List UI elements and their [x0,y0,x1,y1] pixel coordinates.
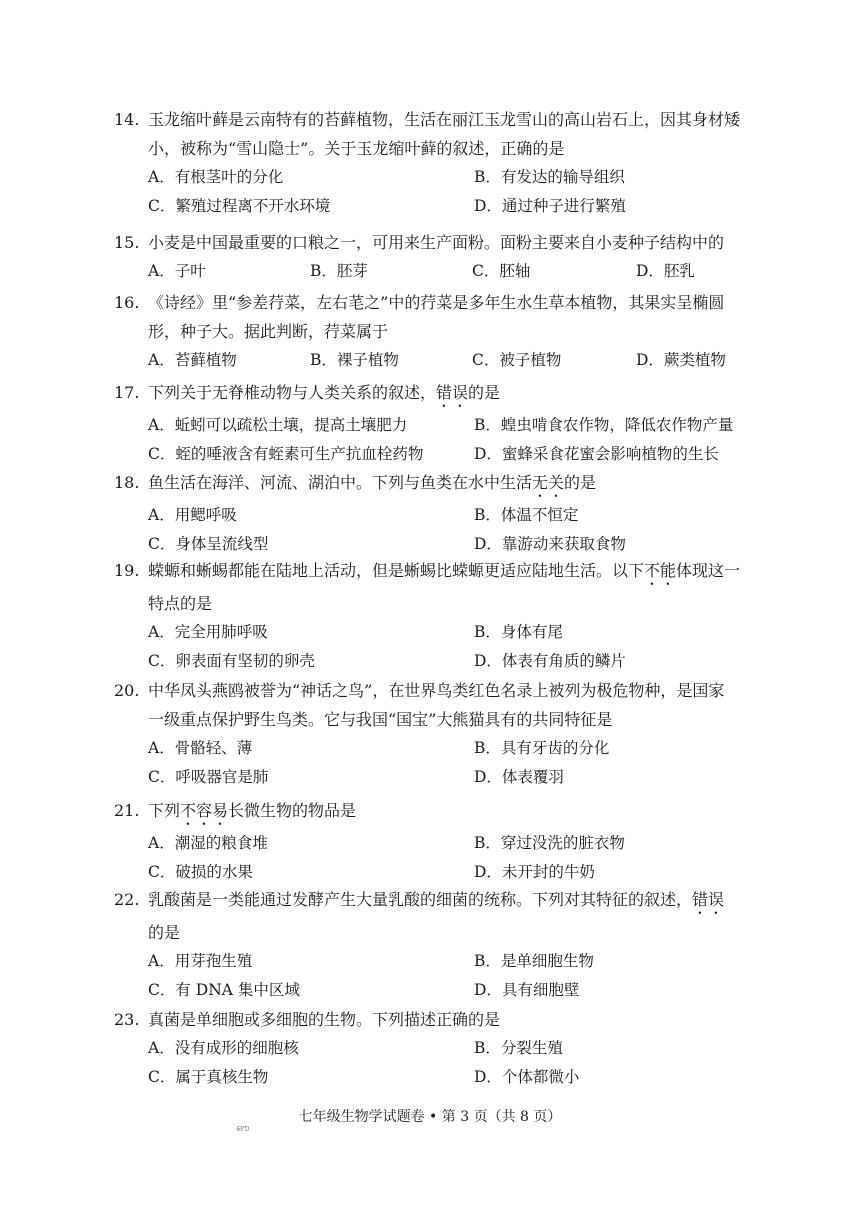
option-d[interactable]: D．通过种子进行繁殖 [474,197,626,215]
option-a[interactable]: A．骨骼轻、薄 [148,739,253,757]
option-c[interactable]: C．有 DNA 集中区域 [148,981,300,999]
option-d[interactable]: D．蜜蜂采食花蜜会影响植物的生长 [474,445,719,463]
question-number: 15. [114,233,140,252]
page-footer: 七年级生物学试题卷 • 第 3 页（共 8 页） [298,1109,562,1125]
option-a[interactable]: A．有根茎叶的分化 [148,168,284,186]
option-d[interactable]: D．个体都微小 [474,1068,580,1086]
question-number: 20. [114,681,140,700]
question-18 [114,468,754,559]
options-row [114,501,754,530]
option-a[interactable]: A．完全用肺呼吸 [148,623,268,641]
question-19 [114,556,754,676]
question-text-continued: 形，种子大。据此判断，荇菜属于 [148,322,389,341]
option-a[interactable]: A．蚯蚓可以疏松土壤，提高土壤肥力 [148,416,408,434]
scribble-mark: ഔ [236,1124,250,1134]
option-b[interactable]: B．胚芽 [310,262,368,280]
option-b[interactable]: B．穿过没洗的脏衣物 [474,834,625,852]
question-16 [114,288,754,375]
options-row [114,858,754,887]
question-number: 21. [114,801,140,820]
option-a[interactable]: A．子叶 [148,262,206,280]
question-text: 下列 [148,801,181,820]
options-row [114,947,754,976]
option-c[interactable]: C．卵表面有坚韧的卵壳 [148,652,315,670]
question-20 [114,676,754,792]
option-b[interactable]: B．蝗虫啃食农作物，降低农作物产量 [474,416,734,434]
question-number: 18. [114,473,140,492]
option-d[interactable]: D．未开封的牛奶 [474,863,595,881]
option-b[interactable]: B．有发达的输导组织 [474,168,625,186]
question-text: 玉龙缩叶藓是云南特有的苔藓植物，生活在丽江玉龙雪山的高山岩石上，因其身材矮 [148,110,741,129]
options-row [114,411,754,440]
question-text: 长微生物的物品是 [228,801,357,820]
options-row [114,346,754,375]
question-15 [114,228,754,286]
option-b[interactable]: B．裸子植物 [310,351,399,369]
question-14 [114,105,754,221]
option-b[interactable]: B．具有牙齿的分化 [474,739,610,757]
question-number: 22. [114,890,140,909]
question-number: 17. [114,383,140,402]
question-text: 乳酸菌是一类能通过发酵产生大量乳酸的细菌的统称。下列对其特征的叙述， [148,890,693,909]
question-number: 14. [114,110,140,129]
options-row [114,1063,754,1092]
emphasis-text: 不能 [644,561,677,580]
option-c[interactable]: C．身体呈流线型 [148,535,269,553]
option-a[interactable]: A．潮湿的粮食堆 [148,834,268,852]
options-row [114,976,754,1005]
question-17 [114,378,754,469]
option-c[interactable]: C．破损的水果 [148,863,253,881]
options-row [114,192,754,221]
option-d[interactable]: D．蕨类植物 [636,351,726,369]
question-number: 16. [114,293,140,312]
option-d[interactable]: D．体表覆羽 [474,768,564,786]
option-b[interactable]: B．是单细胞生物 [474,952,594,970]
options-row [114,734,754,763]
question-text: 的是 [564,473,597,492]
option-d[interactable]: D．体表有角质的鳞片 [474,652,626,670]
question-text-continued: 特点的是 [148,594,213,613]
option-b[interactable]: B．分裂生殖 [474,1039,563,1057]
question-text: 的是 [468,383,501,402]
options-row [114,1034,754,1063]
question-number: 23. [114,1010,140,1029]
emphasis-text: 错误 [692,890,725,909]
option-d[interactable]: D．具有细胞壁 [474,981,580,999]
question-text-continued: 一级重点保护野生鸟类。它与我国“国宝”大熊猫具有的共同特征是 [148,710,613,729]
option-d[interactable]: D．靠游动来获取食物 [474,535,626,553]
option-a[interactable]: A．没有成形的细胞核 [148,1039,299,1057]
option-d[interactable]: D．胚乳 [636,262,695,280]
emphasis-text: 错误 [436,383,469,402]
question-text: 下列关于无脊椎动物与人类关系的叙述， [148,383,437,402]
options-row [114,530,754,559]
question-23 [114,1005,754,1092]
options-row [114,618,754,647]
question-text-continued: 的是 [148,923,181,942]
option-c[interactable]: C．属于真核生物 [148,1068,269,1086]
question-text: 鱼生活在海洋、河流、湖泊中。下列与鱼类在水中生活 [148,473,533,492]
question-text: 真菌是单细胞或多细胞的生物。下列描述正确的是 [148,1010,501,1029]
option-c[interactable]: C．蛭的唾液含有蛭素可生产抗血栓药物 [148,445,424,463]
options-row [114,829,754,858]
options-row [114,163,754,192]
question-text: 《诗经》里“参差荇菜，左右芼之”中的荇菜是多年生水生草本植物，其果实呈椭圆 [148,293,725,312]
options-row [114,763,754,792]
option-c[interactable]: C．繁殖过程离不开水环境 [148,197,331,215]
options-row [114,257,754,286]
option-b[interactable]: B．身体有尾 [474,623,563,641]
question-text: 中华凤头燕鸥被誉为“神话之鸟”，在世界鸟类红色名录上被列为极危物种，是国家 [148,681,725,700]
option-a[interactable]: A．用芽孢生殖 [148,952,253,970]
option-a[interactable]: A．用鳃呼吸 [148,506,237,524]
option-b[interactable]: B．体温不恒定 [474,506,579,524]
emphasis-text: 无关 [532,473,565,492]
question-text: 蝾螈和蜥蜴都能在陆地上活动，但是蜥蜴比蝾螈更适应陆地生活。以下 [148,561,645,580]
option-c[interactable]: C．胚轴 [472,262,531,280]
question-text: 小麦是中国最重要的口粮之一，可用来生产面粉。面粉主要来自小麦种子结构中的 [148,233,725,252]
options-row [114,440,754,469]
options-row [114,647,754,676]
option-c[interactable]: C．被子植物 [472,351,562,369]
option-c[interactable]: C．呼吸器官是肺 [148,768,269,786]
emphasis-text: 不容易 [180,801,229,820]
question-number: 19. [114,561,140,580]
question-text: 体现这一 [676,561,741,580]
option-a[interactable]: A．苔藓植物 [148,351,237,369]
question-22 [114,885,754,1005]
question-text-continued: 小，被称为“雪山隐士”。关于玉龙缩叶藓的叙述，正确的是 [148,139,565,158]
question-21 [114,796,754,887]
